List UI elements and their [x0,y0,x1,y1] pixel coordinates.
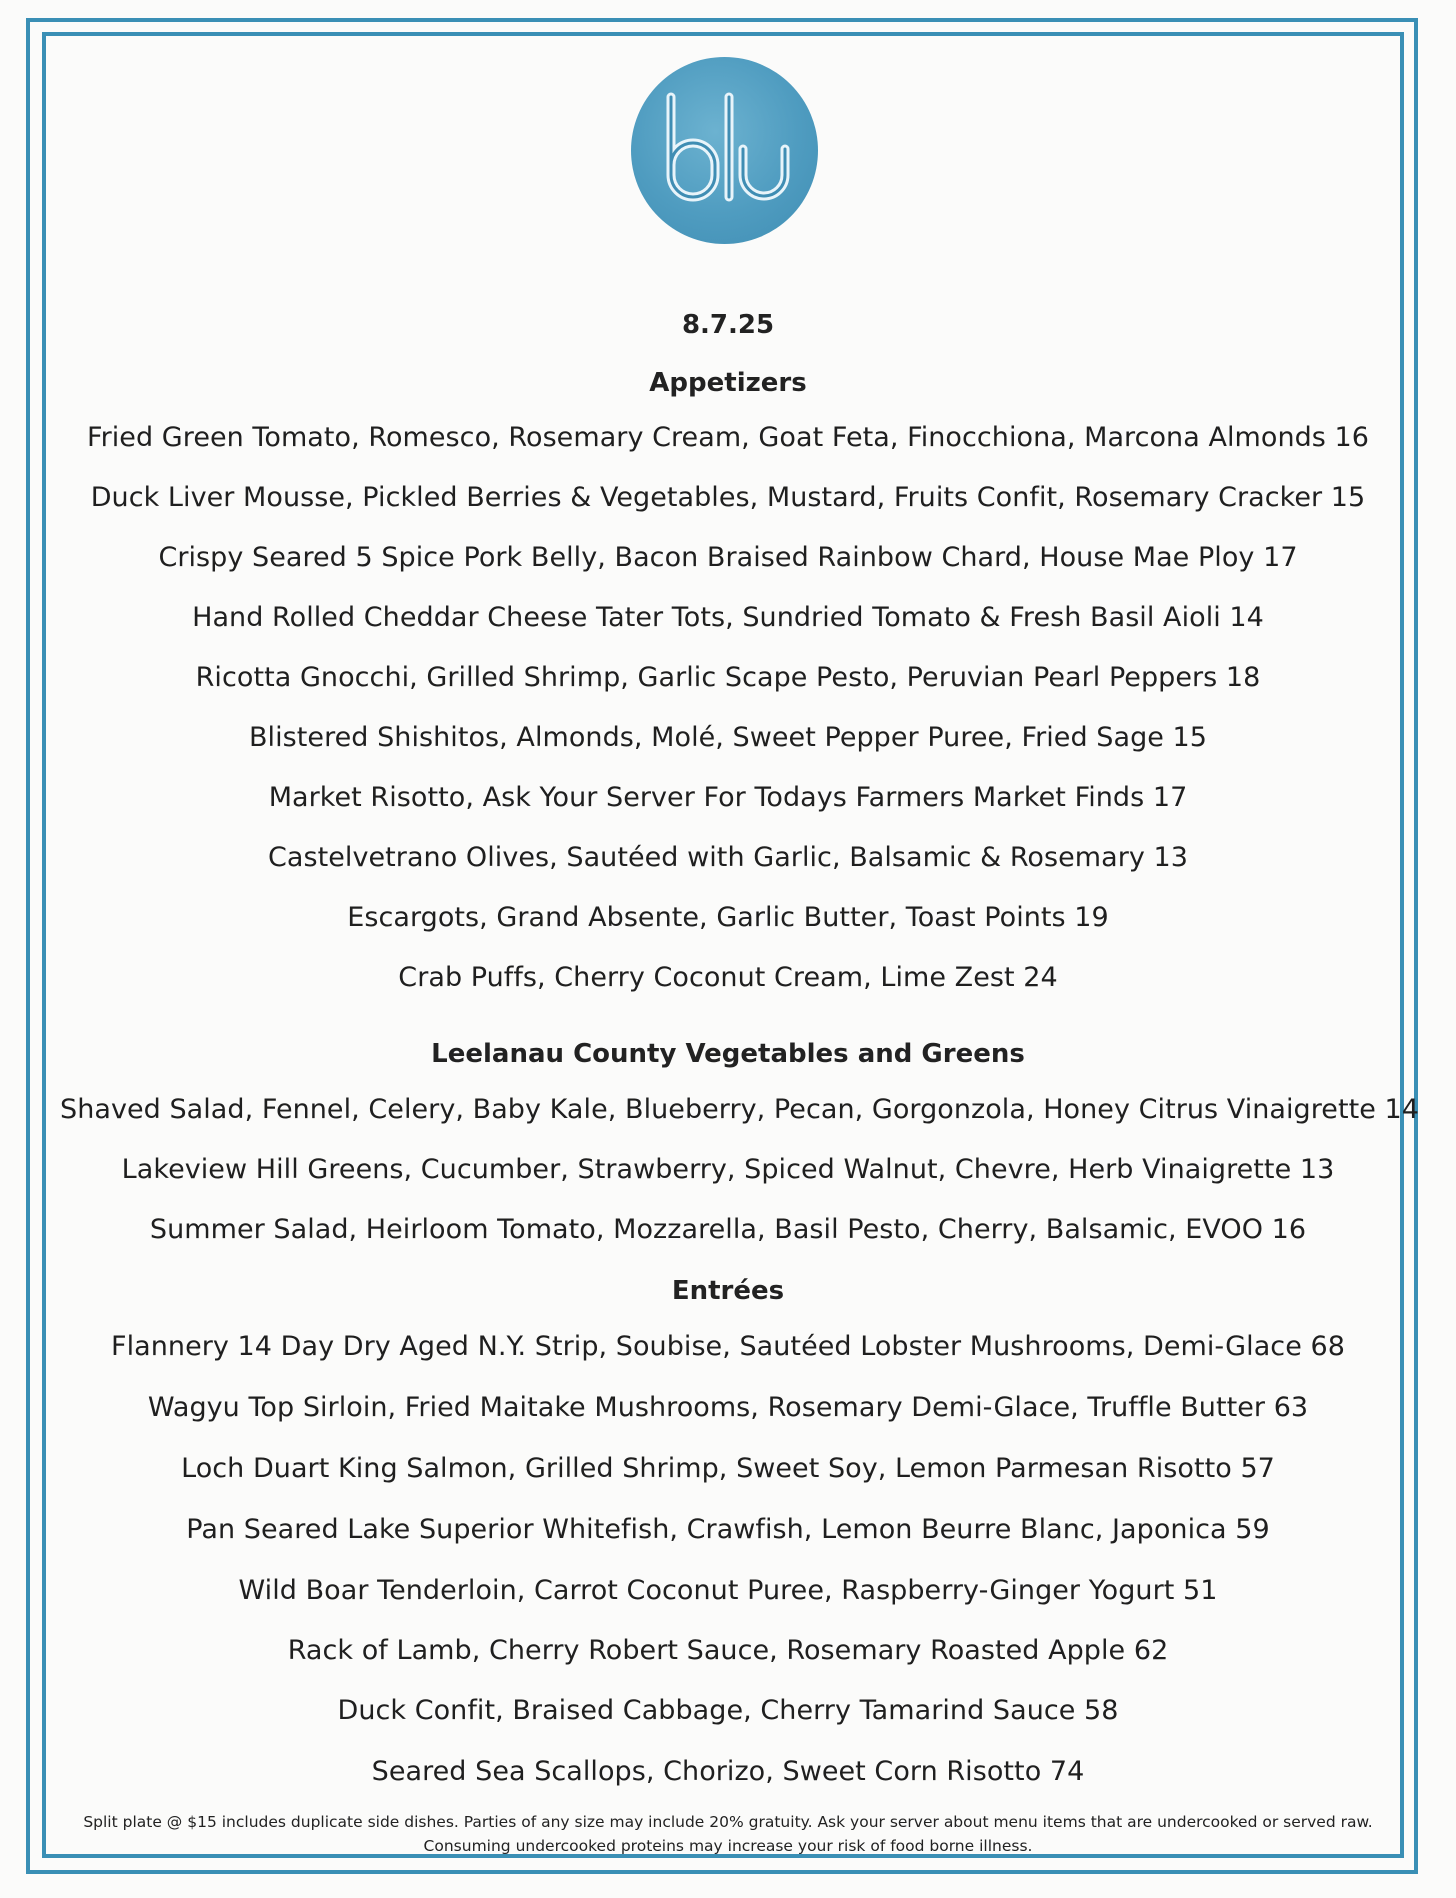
logo-lettering-icon [631,57,818,244]
menu-item: Fried Green Tomato, Romesco, Rosemary Cream, Goat Feta, Finocchiona, Marcona Almonds 16 [86,422,1369,453]
menu-item: Flannery 14 Day Dry Aged N.Y. Strip, Soubise, Sautéed Lobster Mushrooms, Demi-Glace 68 [111,1331,1345,1362]
blu-logo [631,57,818,244]
section-title-appetizers: Appetizers [649,368,807,398]
menu-item: Escargots, Grand Absente, Garlic Butter, Toast Points 19 [347,902,1109,933]
menu-item: Loch Duart King Salmon, Grilled Shrimp, Sweet Soy, Lemon Parmesan Risotto 57 [181,1453,1275,1484]
footer-disclaimer-line1: Split plate @ $15 includes duplicate side dishes. Parties of any size may include 20% gratuity. Ask your server about menu items that are undercooked or served raw. [83,1813,1373,1831]
footer-disclaimer-line2: Consuming undercooked proteins may increase your risk of food borne illness. [423,1837,1033,1855]
menu-item: Lakeview Hill Greens, Cucumber, Strawberry, Spiced Walnut, Chevre, Herb Vinaigrette 13 [121,1154,1335,1185]
menu-item: Crispy Seared 5 Spice Pork Belly, Bacon Braised Rainbow Chard, House Mae Ploy 17 [158,542,1298,573]
menu-item: Duck Confit, Braised Cabbage, Cherry Tamarind Sauce 58 [337,1695,1119,1726]
menu-item: Crab Puffs, Cherry Coconut Cream, Lime Zest 24 [398,962,1058,993]
section-title-vegetables-greens: Leelanau County Vegetables and Greens [431,1039,1025,1069]
menu-item: Ricotta Gnocchi, Grilled Shrimp, Garlic Scape Pesto, Peruvian Pearl Peppers 18 [195,662,1261,693]
menu-item: Seared Sea Scallops, Chorizo, Sweet Corn Risotto 74 [371,1756,1085,1787]
menu-item: Shaved Salad, Fennel, Celery, Baby Kale, Blueberry, Pecan, Gorgonzola, Honey Citrus Vinaigrette 14 [60,1094,1419,1125]
section-title-entrees: Entrées [671,1276,785,1306]
menu-item: Duck Liver Mousse, Pickled Berries & Vegetables, Mustard, Fruits Confit, Rosemary Cracker 15 [90,482,1366,513]
menu-item: Summer Salad, Heirloom Tomato, Mozzarella, Basil Pesto, Cherry, Balsamic, EVOO 16 [149,1214,1307,1245]
menu-item: Wild Boar Tenderloin, Carrot Coconut Puree, Raspberry-Ginger Yogurt 51 [238,1575,1218,1606]
menu-item: Market Risotto, Ask Your Server For Todays Farmers Market Finds 17 [268,782,1188,813]
menu-item: Blistered Shishitos, Almonds, Molé, Sweet Pepper Puree, Fried Sage 15 [248,722,1208,753]
menu-item: Wagyu Top Sirloin, Fried Maitake Mushrooms, Rosemary Demi-Glace, Truffle Butter 63 [147,1392,1309,1423]
menu-item: Rack of Lamb, Cherry Robert Sauce, Rosemary Roasted Apple 62 [287,1635,1169,1666]
menu-item: Hand Rolled Cheddar Cheese Tater Tots, Sundried Tomato & Fresh Basil Aioli 14 [192,602,1264,633]
menu-item: Castelvetrano Olives, Sautéed with Garlic, Balsamic & Rosemary 13 [268,842,1188,873]
menu-item: Pan Seared Lake Superior Whitefish, Crawfish, Lemon Beurre Blanc, Japonica 59 [186,1514,1270,1545]
menu-date: 8.7.25 [681,310,775,340]
